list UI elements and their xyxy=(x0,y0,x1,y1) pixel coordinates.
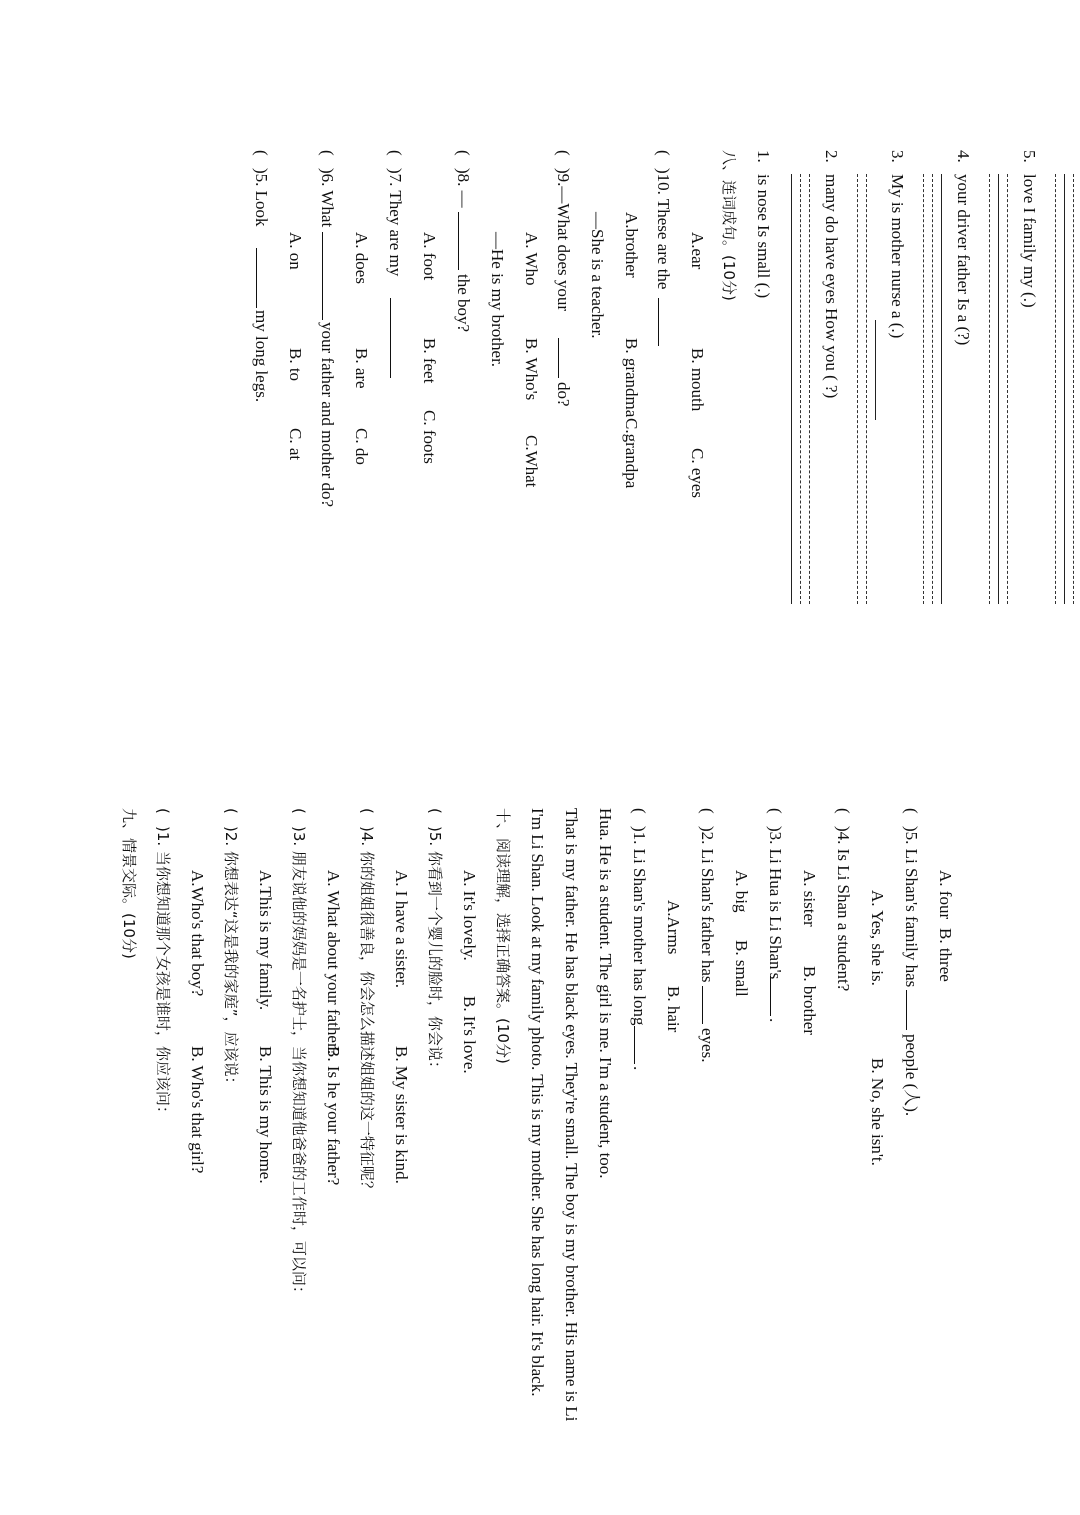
writing-line[interactable] xyxy=(875,320,876,420)
writing-line[interactable] xyxy=(932,174,933,604)
answer-blank[interactable] xyxy=(390,298,406,378)
writing-line[interactable] xyxy=(791,174,792,604)
answer-blank[interactable] xyxy=(702,986,718,1024)
writing-line[interactable] xyxy=(1073,174,1074,604)
writing-line[interactable] xyxy=(1064,174,1065,604)
writing-line[interactable] xyxy=(998,174,999,604)
answer-blank[interactable] xyxy=(770,976,786,1016)
answer-blank[interactable] xyxy=(558,338,574,378)
answer-blank[interactable] xyxy=(634,1026,650,1064)
answer-blank[interactable] xyxy=(658,298,674,346)
rotated-exam-sheet: ( )5. Look my long legs. A. on B. to C. at ( )6. What your father and mother do? A. does B. are C. do ( )7. They are my A. foot B. feet C. foots ( )8. — the boy? —He is my brother. A. Who B. Who's C.What ( )9.—What does your do? —She is a teacher. A.brother B. grandma C.grandpa ( )10. These are the A.ear B. mouth C. eyes 八、连词成句。(10分) 1. is nose Is small (.) 2. many do have eyes How you ( ?) 3. My is mother nurse a (.) 4. your driver father Is a (?) 5. love I family my (.) 九、情景交际。(10分) ( )1. 当你想知道那个女孩是谁时，你应该问： A.Who's that boy? B. Who's that girl? ( )2. 你想表达“这是我的家庭”，应该说： A.This is my family. B. This is my home. ( )3. 朋友说他的妈妈是一名护士，当你想知道他爸爸的工作时，可以问： A. What about your father? B. Is he your father? ( )4. 你的姐姐很善良，你会怎么描述姐姐的这一特征呢？ A. I have a sister. B. My sister is kind. ( )5. 你看到一个婴儿的脸时，你会说： A. It's lovely. B. It's love. 十、阅读理解，选择正确答案。(10分) I'm Li Shan. Look at my family photo. This is my mother. She has long hair. It's black. That is my father. He has black eyes. They're small. The boy is my brother. His name is Li Hua. He is a student. The girl is me. I'm a student, too. ( )1. Li Shan's mother has long . A.Arms B. hair ( )2. Li Shan's father has eyes. A. big B. small ( )3. Li Hua is Li Shan's . A. sister B. brother ( )4. Is Li Shan a student? A. Yes, she is. B. No, she isn't. ( )5. Li Shan's family has people (人). A. four B. three xyxy=(0,0,1080,1515)
writing-line[interactable] xyxy=(1007,174,1008,604)
writing-line[interactable] xyxy=(809,174,810,604)
writing-line[interactable] xyxy=(1055,174,1056,604)
writing-line[interactable] xyxy=(857,174,858,604)
answer-blank[interactable] xyxy=(458,212,474,270)
writing-line[interactable] xyxy=(866,174,867,604)
writing-line[interactable] xyxy=(923,174,924,604)
answer-blank[interactable] xyxy=(256,248,272,308)
writing-line[interactable] xyxy=(941,174,942,604)
writing-line[interactable] xyxy=(800,174,801,604)
answer-blank[interactable] xyxy=(322,232,338,320)
answer-blank[interactable] xyxy=(906,990,922,1030)
writing-line[interactable] xyxy=(989,174,990,604)
